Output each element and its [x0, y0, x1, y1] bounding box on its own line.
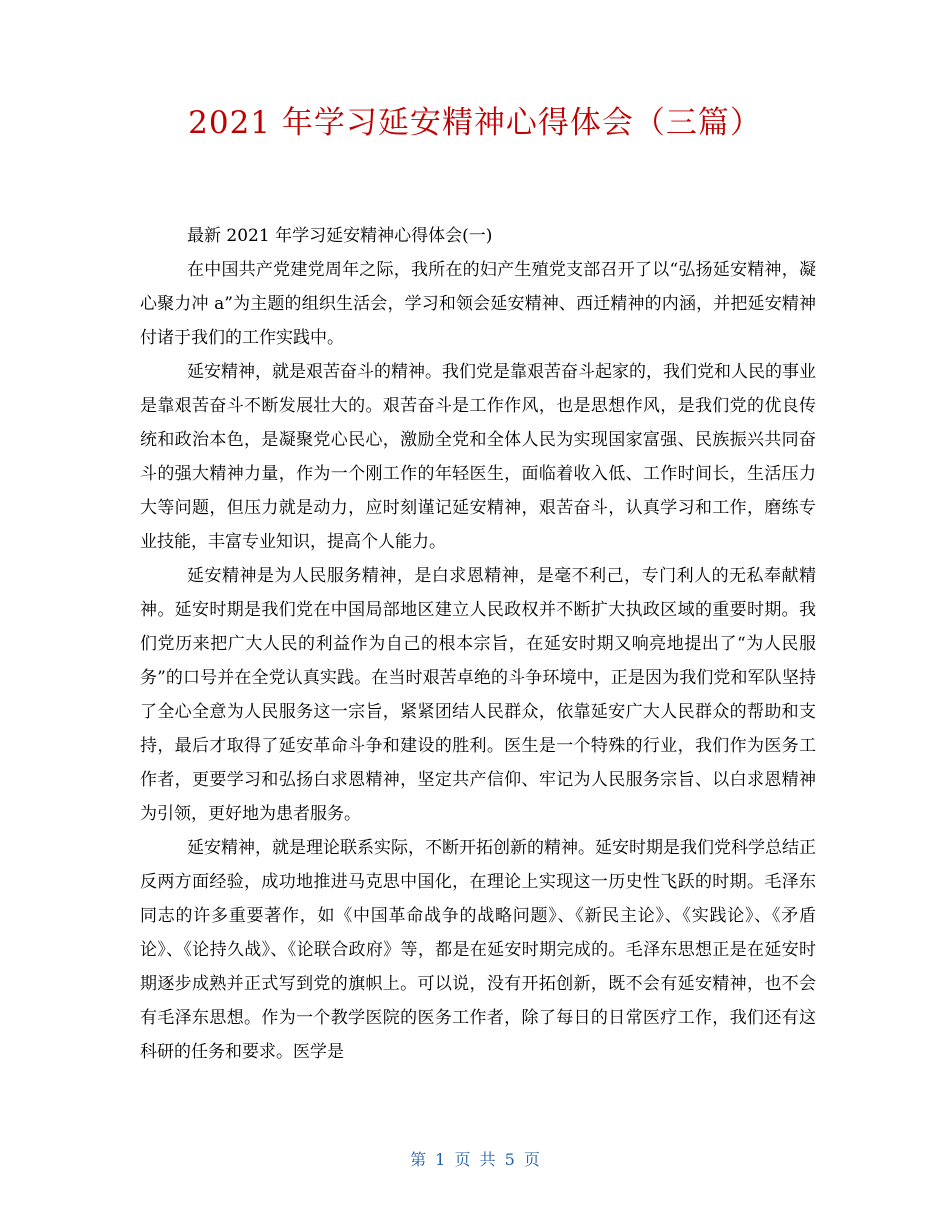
paragraph-4: 延安精神，就是理论联系实际，不断开拓创新的精神。延安时期是我们党科学总结正反两方面经验，成功地推进马克思中国化，在理论上实现这一历史性飞跃的时期。毛泽东同志的许多重要著作，如《中国革命战争的战略问题》、《新民主论》、《实践论》、《矛盾论》、《论持久战》、《论联合政府》等，都是在延安时期完成的。毛泽东思想正是在延安时期逐步成熟并正式写到党的旗帜上。可以说，没有开拓创新，既不会有延安精神，也不会有毛泽东思想。作为一个教学医院的医务工作者，除了每日的日常医疗工作，我们还有这科研的任务和要求。医学是: [140, 838, 816, 1062]
paragraph-2: 延安精神，就是艰苦奋斗的精神。我们党是靠艰苦奋斗起家的，我们党和人民的事业是靠艰苦奋斗不断发展壮大的。艰苦奋斗是工作作风，也是思想作风，是我们党的优良传统和政治本色，是凝聚党心民心，激励全党和全体人民为实现国家富强、民族振兴共同奋斗的强大精神力量，作为一个刚工作的年轻医生，面临着收入低、工作时间长，生活压力大等问题，但压力就是动力，应时刻谨记延安精神，艰苦奋斗，认真学习和工作，磨练专业技能，丰富专业知识，提高个人能力。: [140, 362, 816, 552]
document-title: 2021 年学习延安精神心得体会（三篇）: [188, 105, 762, 141]
paragraph-1: 在中国共产党建党周年之际，我所在的妇产生殖党支部召开了以“弘扬延安精神，凝心聚力冲 a”为主题的组织生活会，学习和领会延安精神、西迁精神的内涵，并把延安精神付诸于我们的工作实践中。: [140, 260, 816, 348]
paragraph-3: 延安精神是为人民服务精神，是白求恩精神，是毫不利己，专门利人的无私奉献精神。延安时期是我们党在中国局部地区建立人民政权并不断扩大执政区域的重要时期。我们党历来把广大人民的利益作为自己的根本宗旨，在延安时期又响亮地提出了“为人民服务”的口号并在全党认真实践。在当时艰苦卓绝的斗争环境中，正是因为我们党和军队坚持了全心全意为人民服务这一宗旨，紧紧团结人民群众，依靠延安广大人民群众的帮助和支持，最后才取得了延安革命斗争和建设的胜利。医生是一个特殊的行业，我们作为医务工作者，更要学习和弘扬白求恩精神，坚定共产信仰、牢记为人民服务宗旨、以白求恩精神为引领，更好地为患者服务。: [140, 566, 816, 824]
document-body: [140, 219, 816, 1069]
page-number-footer: 第 1 页 共 5 页: [410, 1150, 540, 1169]
section-subtitle: 最新 2021 年学习延安精神心得体会(一): [187, 226, 493, 246]
